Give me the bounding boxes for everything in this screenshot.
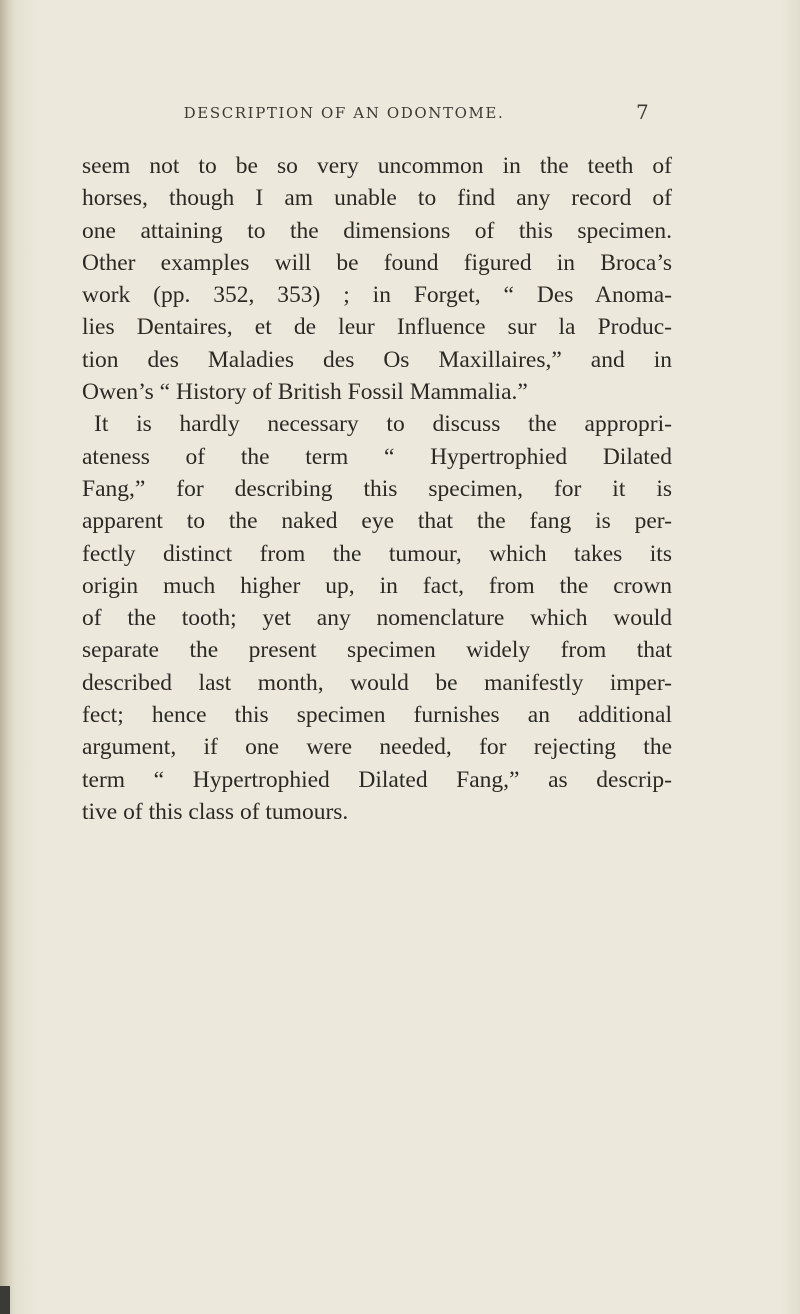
scan-corner-mark: [0, 1286, 10, 1314]
text-line: horses, though I am unable to find any record of: [82, 185, 672, 212]
text-line: apparent to the naked eye that the fang is per-: [82, 508, 672, 535]
page-header: [0, 100, 800, 134]
text-line: Fang,” for describing this specimen, for it is: [82, 475, 672, 502]
text-line: described last month, would be manifestly imper-: [82, 669, 672, 696]
text-line: Other examples will be found figured in Broca’s: [82, 249, 672, 276]
text-line: term “ Hypertrophied Dilated Fang,” as descrip-: [82, 766, 672, 793]
running-head: DESCRIPTION OF AN ODONTOME.: [183, 104, 505, 122]
text-line: origin much higher up, in fact, from the crown: [82, 572, 672, 599]
text-line: work (pp. 352, 353) ; in Forget, “ Des Anoma-: [82, 282, 672, 309]
text-line: fect; hence this specimen furnishes an additional: [82, 702, 672, 729]
text-line: separate the present specimen widely from that: [82, 637, 672, 664]
text-line: one attaining to the dimensions of this specimen.: [82, 217, 672, 244]
text-line: fectly distinct from the tumour, which takes its: [82, 540, 672, 567]
text-line: ateness of the term “ Hypertrophied Dilated: [82, 443, 672, 470]
text-line: It is hardly necessary to discuss the appropri-: [94, 411, 672, 438]
text-line: tive of this class of tumours.: [82, 798, 349, 825]
page-gutter-shadow: [0, 0, 14, 1314]
page-number: 7: [636, 100, 649, 124]
text-line: of the tooth; yet any nomenclature which would: [82, 605, 672, 632]
body-text: [82, 150, 672, 828]
text-line: argument, if one were needed, for rejecting the: [82, 734, 672, 761]
text-line: seem not to be so very uncommon in the teeth of: [82, 153, 672, 179]
text-line: Owen’s “ History of British Fossil Mammalia.”: [82, 379, 528, 406]
text-line: lies Dentaires, et de leur Influence sur la Produc-: [82, 314, 672, 341]
text-line: tion des Maladies des Os Maxillaires,” and in: [82, 346, 672, 373]
